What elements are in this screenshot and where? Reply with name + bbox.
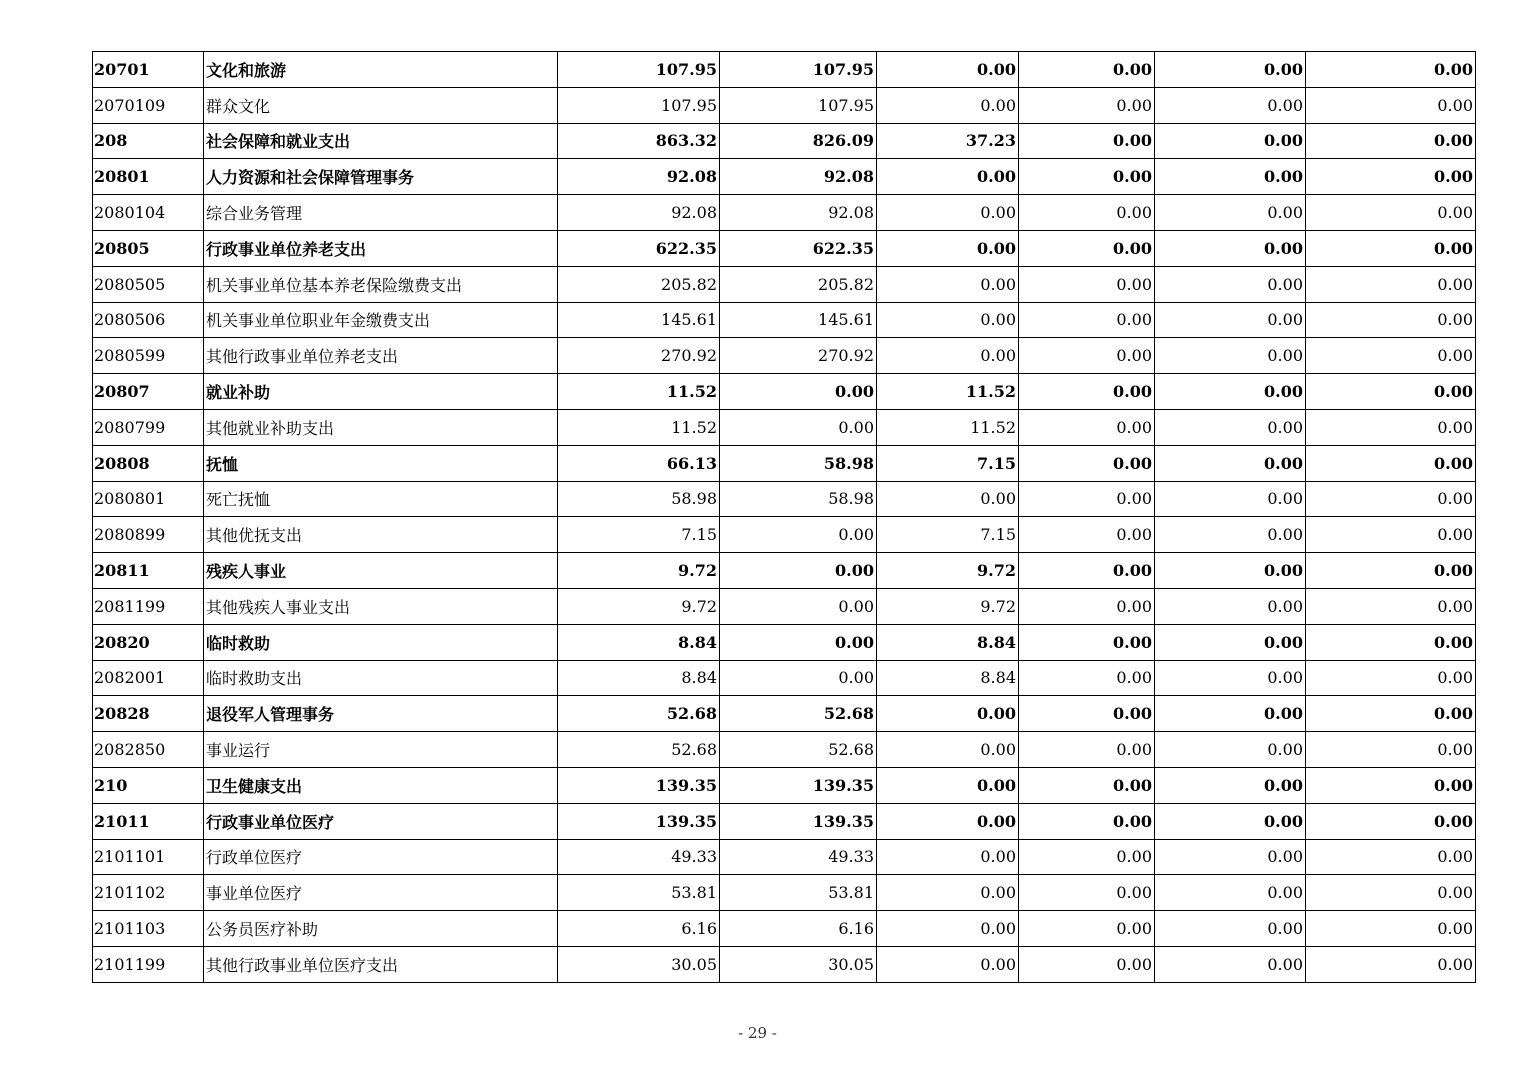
amount-cell: 0.00 (1019, 445, 1155, 481)
amount-cell: 139.35 (558, 767, 720, 803)
amount-cell: 0.00 (1155, 159, 1306, 195)
amount-cell: 49.33 (558, 839, 720, 875)
amount-cell: 0.00 (1306, 159, 1476, 195)
amount-cell: 11.52 (877, 374, 1019, 410)
amount-cell: 92.08 (558, 159, 720, 195)
account-name-cell: 行政事业单位养老支出 (204, 230, 558, 266)
amount-cell: 0.00 (1155, 338, 1306, 374)
amount-cell: 49.33 (720, 839, 877, 875)
amount-cell: 52.68 (558, 696, 720, 732)
amount-cell: 0.00 (1306, 767, 1476, 803)
table-row (93, 875, 1476, 911)
amount-cell: 0.00 (720, 553, 877, 589)
amount-cell: 0.00 (720, 624, 877, 660)
amount-cell: 53.81 (720, 875, 877, 911)
amount-cell: 0.00 (1306, 839, 1476, 875)
account-name-cell: 综合业务管理 (204, 195, 558, 231)
amount-cell: 0.00 (1306, 374, 1476, 410)
amount-cell: 0.00 (1019, 338, 1155, 374)
table-row (93, 624, 1476, 660)
account-code-cell: 20820 (93, 624, 204, 660)
amount-cell: 0.00 (1306, 624, 1476, 660)
account-code-cell: 2101101 (93, 839, 204, 875)
amount-cell: 92.08 (558, 195, 720, 231)
table-body (93, 52, 1476, 983)
amount-cell: 37.23 (877, 123, 1019, 159)
amount-cell: 0.00 (1019, 696, 1155, 732)
table-row (93, 911, 1476, 947)
amount-cell: 53.81 (558, 875, 720, 911)
amount-cell: 205.82 (558, 266, 720, 302)
amount-cell: 0.00 (1155, 409, 1306, 445)
account-code-cell: 20701 (93, 52, 204, 88)
amount-cell: 0.00 (1306, 266, 1476, 302)
account-name-cell: 人力资源和社会保障管理事务 (204, 159, 558, 195)
amount-cell: 8.84 (877, 660, 1019, 696)
account-code-cell: 2080599 (93, 338, 204, 374)
amount-cell: 0.00 (1019, 302, 1155, 338)
amount-cell: 0.00 (1306, 52, 1476, 88)
table-row (93, 517, 1476, 553)
table-row (93, 732, 1476, 768)
amount-cell: 7.15 (877, 517, 1019, 553)
amount-cell: 9.72 (877, 588, 1019, 624)
amount-cell: 0.00 (877, 803, 1019, 839)
amount-cell: 0.00 (1155, 553, 1306, 589)
amount-cell: 0.00 (877, 338, 1019, 374)
amount-cell: 0.00 (1019, 195, 1155, 231)
account-name-cell: 死亡抚恤 (204, 481, 558, 517)
amount-cell: 7.15 (558, 517, 720, 553)
amount-cell: 30.05 (558, 946, 720, 982)
amount-cell: 0.00 (877, 696, 1019, 732)
account-code-cell: 20808 (93, 445, 204, 481)
account-code-cell: 2080801 (93, 481, 204, 517)
amount-cell: 58.98 (558, 481, 720, 517)
amount-cell: 66.13 (558, 445, 720, 481)
account-name-cell: 事业单位医疗 (204, 875, 558, 911)
table-row (93, 195, 1476, 231)
amount-cell: 0.00 (720, 660, 877, 696)
table-row (93, 803, 1476, 839)
account-name-cell: 机关事业单位基本养老保险缴费支出 (204, 266, 558, 302)
amount-cell: 52.68 (720, 696, 877, 732)
amount-cell: 0.00 (877, 839, 1019, 875)
account-code-cell: 208 (93, 123, 204, 159)
amount-cell: 0.00 (1306, 409, 1476, 445)
amount-cell: 0.00 (1155, 195, 1306, 231)
amount-cell: 0.00 (1019, 767, 1155, 803)
amount-cell: 0.00 (1155, 230, 1306, 266)
amount-cell: 0.00 (1155, 481, 1306, 517)
amount-cell: 0.00 (1306, 195, 1476, 231)
account-name-cell: 其他残疾人事业支出 (204, 588, 558, 624)
amount-cell: 107.95 (558, 52, 720, 88)
amount-cell: 0.00 (1155, 266, 1306, 302)
amount-cell: 0.00 (877, 732, 1019, 768)
amount-cell: 270.92 (720, 338, 877, 374)
table-row (93, 409, 1476, 445)
amount-cell: 622.35 (720, 230, 877, 266)
amount-cell: 0.00 (1306, 553, 1476, 589)
amount-cell: 0.00 (877, 946, 1019, 982)
table-row (93, 123, 1476, 159)
amount-cell: 58.98 (720, 445, 877, 481)
amount-cell: 0.00 (720, 409, 877, 445)
amount-cell: 0.00 (877, 266, 1019, 302)
account-code-cell: 2080506 (93, 302, 204, 338)
budget-table (92, 51, 1476, 983)
amount-cell: 11.52 (558, 374, 720, 410)
amount-cell: 52.68 (720, 732, 877, 768)
amount-cell: 0.00 (1155, 302, 1306, 338)
amount-cell: 139.35 (558, 803, 720, 839)
account-code-cell: 2082850 (93, 732, 204, 768)
amount-cell: 0.00 (877, 875, 1019, 911)
amount-cell: 0.00 (1155, 696, 1306, 732)
account-name-cell: 退役军人管理事务 (204, 696, 558, 732)
account-code-cell: 20807 (93, 374, 204, 410)
amount-cell: 9.72 (558, 553, 720, 589)
table-row (93, 266, 1476, 302)
amount-cell: 30.05 (720, 946, 877, 982)
amount-cell: 622.35 (558, 230, 720, 266)
amount-cell: 270.92 (558, 338, 720, 374)
amount-cell: 58.98 (720, 481, 877, 517)
account-name-cell: 公务员医疗补助 (204, 911, 558, 947)
amount-cell: 0.00 (1306, 87, 1476, 123)
amount-cell: 0.00 (1019, 839, 1155, 875)
account-name-cell: 其他优抚支出 (204, 517, 558, 553)
account-name-cell: 就业补助 (204, 374, 558, 410)
table-row (93, 87, 1476, 123)
table-row (93, 302, 1476, 338)
amount-cell: 0.00 (1306, 696, 1476, 732)
table-row (93, 553, 1476, 589)
amount-cell: 0.00 (1155, 946, 1306, 982)
amount-cell: 0.00 (1019, 803, 1155, 839)
amount-cell: 0.00 (1019, 732, 1155, 768)
amount-cell: 0.00 (1306, 517, 1476, 553)
amount-cell: 826.09 (720, 123, 877, 159)
table-row (93, 660, 1476, 696)
amount-cell: 92.08 (720, 159, 877, 195)
table-row (93, 588, 1476, 624)
amount-cell: 107.95 (720, 52, 877, 88)
amount-cell: 0.00 (1019, 374, 1155, 410)
amount-cell: 0.00 (1019, 87, 1155, 123)
amount-cell: 0.00 (1019, 159, 1155, 195)
amount-cell: 0.00 (1155, 803, 1306, 839)
amount-cell: 0.00 (1306, 445, 1476, 481)
amount-cell: 145.61 (720, 302, 877, 338)
amount-cell: 0.00 (877, 302, 1019, 338)
amount-cell: 0.00 (1155, 732, 1306, 768)
account-code-cell: 21011 (93, 803, 204, 839)
amount-cell: 0.00 (1306, 230, 1476, 266)
amount-cell: 0.00 (1019, 624, 1155, 660)
amount-cell: 139.35 (720, 767, 877, 803)
amount-cell: 8.84 (877, 624, 1019, 660)
amount-cell: 0.00 (1155, 875, 1306, 911)
table-row (93, 374, 1476, 410)
amount-cell: 6.16 (558, 911, 720, 947)
table-row (93, 767, 1476, 803)
amount-cell: 0.00 (1019, 52, 1155, 88)
amount-cell: 0.00 (1155, 87, 1306, 123)
amount-cell: 0.00 (1155, 839, 1306, 875)
amount-cell: 8.84 (558, 624, 720, 660)
account-code-cell: 20801 (93, 159, 204, 195)
amount-cell: 863.32 (558, 123, 720, 159)
account-code-cell: 2082001 (93, 660, 204, 696)
table-row (93, 839, 1476, 875)
amount-cell: 11.52 (877, 409, 1019, 445)
amount-cell: 0.00 (1155, 588, 1306, 624)
account-name-cell: 文化和旅游 (204, 52, 558, 88)
amount-cell: 0.00 (1155, 660, 1306, 696)
amount-cell: 0.00 (1019, 660, 1155, 696)
table-row (93, 696, 1476, 732)
amount-cell: 0.00 (877, 52, 1019, 88)
page-number: - 29 - (738, 1024, 777, 1042)
amount-cell: 9.72 (877, 553, 1019, 589)
table-row (93, 230, 1476, 266)
amount-cell: 0.00 (877, 87, 1019, 123)
amount-cell: 0.00 (1019, 875, 1155, 911)
account-code-cell: 2081199 (93, 588, 204, 624)
amount-cell: 7.15 (877, 445, 1019, 481)
amount-cell: 0.00 (1019, 409, 1155, 445)
amount-cell: 107.95 (720, 87, 877, 123)
account-code-cell: 20828 (93, 696, 204, 732)
table-row (93, 52, 1476, 88)
account-name-cell: 群众文化 (204, 87, 558, 123)
amount-cell: 0.00 (720, 374, 877, 410)
amount-cell: 0.00 (877, 159, 1019, 195)
amount-cell: 0.00 (1306, 732, 1476, 768)
amount-cell: 0.00 (1019, 123, 1155, 159)
account-name-cell: 行政事业单位医疗 (204, 803, 558, 839)
account-code-cell: 2080505 (93, 266, 204, 302)
amount-cell: 0.00 (1306, 302, 1476, 338)
amount-cell: 0.00 (877, 195, 1019, 231)
table-row (93, 338, 1476, 374)
account-name-cell: 行政单位医疗 (204, 839, 558, 875)
amount-cell: 8.84 (558, 660, 720, 696)
amount-cell: 0.00 (877, 230, 1019, 266)
account-code-cell: 2080799 (93, 409, 204, 445)
amount-cell: 0.00 (1306, 946, 1476, 982)
account-name-cell: 卫生健康支出 (204, 767, 558, 803)
amount-cell: 0.00 (1306, 660, 1476, 696)
account-code-cell: 2070109 (93, 87, 204, 123)
amount-cell: 0.00 (1155, 52, 1306, 88)
amount-cell: 0.00 (1155, 767, 1306, 803)
account-name-cell: 其他行政事业单位养老支出 (204, 338, 558, 374)
amount-cell: 0.00 (1306, 588, 1476, 624)
table-row (93, 946, 1476, 982)
amount-cell: 0.00 (1306, 911, 1476, 947)
table-row (93, 481, 1476, 517)
amount-cell: 139.35 (720, 803, 877, 839)
amount-cell: 0.00 (1155, 911, 1306, 947)
amount-cell: 0.00 (1019, 481, 1155, 517)
amount-cell: 0.00 (1306, 338, 1476, 374)
table-row (93, 159, 1476, 195)
amount-cell: 0.00 (1019, 517, 1155, 553)
account-name-cell: 社会保障和就业支出 (204, 123, 558, 159)
account-name-cell: 其他就业补助支出 (204, 409, 558, 445)
account-code-cell: 2101103 (93, 911, 204, 947)
amount-cell: 205.82 (720, 266, 877, 302)
amount-cell: 0.00 (1155, 624, 1306, 660)
account-name-cell: 其他行政事业单位医疗支出 (204, 946, 558, 982)
amount-cell: 107.95 (558, 87, 720, 123)
amount-cell: 0.00 (877, 911, 1019, 947)
amount-cell: 0.00 (1306, 481, 1476, 517)
account-code-cell: 2101102 (93, 875, 204, 911)
account-code-cell: 2101199 (93, 946, 204, 982)
amount-cell: 0.00 (1306, 875, 1476, 911)
account-code-cell: 210 (93, 767, 204, 803)
account-name-cell: 残疾人事业 (204, 553, 558, 589)
amount-cell: 0.00 (720, 588, 877, 624)
amount-cell: 0.00 (877, 481, 1019, 517)
amount-cell: 0.00 (720, 517, 877, 553)
amount-cell: 0.00 (1155, 517, 1306, 553)
amount-cell: 0.00 (1019, 588, 1155, 624)
amount-cell: 0.00 (1019, 230, 1155, 266)
amount-cell: 145.61 (558, 302, 720, 338)
account-code-cell: 2080899 (93, 517, 204, 553)
amount-cell: 9.72 (558, 588, 720, 624)
amount-cell: 0.00 (1019, 553, 1155, 589)
amount-cell: 0.00 (1155, 123, 1306, 159)
amount-cell: 6.16 (720, 911, 877, 947)
amount-cell: 0.00 (1306, 123, 1476, 159)
account-code-cell: 20811 (93, 553, 204, 589)
amount-cell: 0.00 (1019, 946, 1155, 982)
amount-cell: 92.08 (720, 195, 877, 231)
table-row (93, 445, 1476, 481)
account-name-cell: 抚恤 (204, 445, 558, 481)
amount-cell: 0.00 (877, 767, 1019, 803)
amount-cell: 0.00 (1019, 911, 1155, 947)
account-name-cell: 临时救助 (204, 624, 558, 660)
account-name-cell: 临时救助支出 (204, 660, 558, 696)
amount-cell: 11.52 (558, 409, 720, 445)
amount-cell: 0.00 (1019, 266, 1155, 302)
account-name-cell: 事业运行 (204, 732, 558, 768)
account-code-cell: 2080104 (93, 195, 204, 231)
amount-cell: 0.00 (1155, 445, 1306, 481)
amount-cell: 0.00 (1306, 803, 1476, 839)
amount-cell: 52.68 (558, 732, 720, 768)
account-name-cell: 机关事业单位职业年金缴费支出 (204, 302, 558, 338)
account-code-cell: 20805 (93, 230, 204, 266)
amount-cell: 0.00 (1155, 374, 1306, 410)
